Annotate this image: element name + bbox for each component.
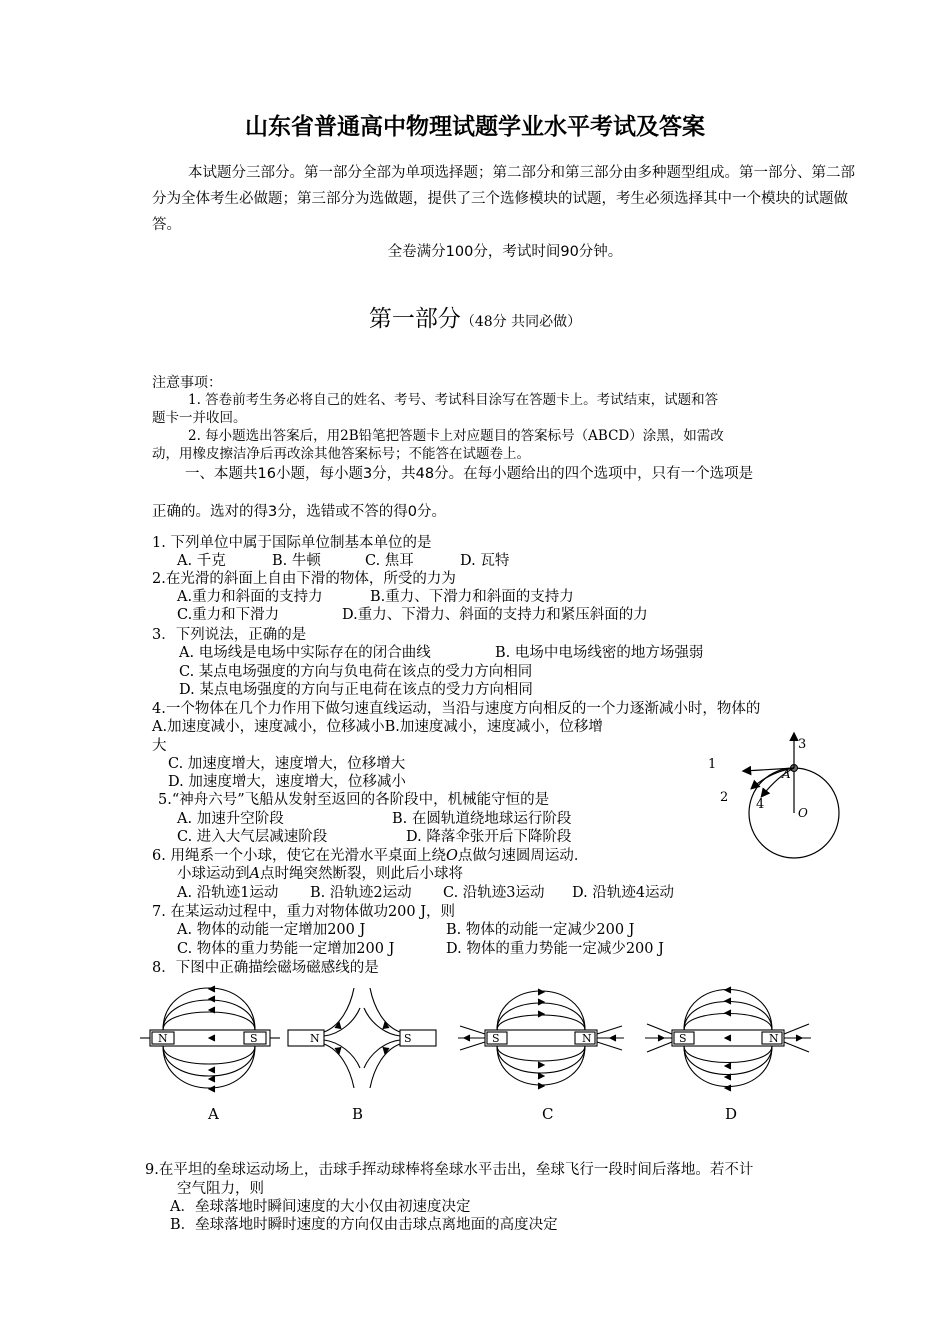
- q1-option-c: C. 焦耳: [365, 553, 414, 569]
- q2-option-c: C.重力和下滑力: [177, 607, 280, 623]
- q9-option-a: A．垒球落地时瞬间速度的大小仅由初速度决定: [170, 1199, 471, 1215]
- q1-stem: 1. 下列单位中属于国际单位制基本单位的是: [152, 535, 432, 551]
- q8-figure: [140, 978, 820, 1128]
- q4-option-ab-cont: 大: [152, 738, 167, 754]
- q5-option-d: D. 降落伞张开后下降阶段: [406, 829, 572, 845]
- section1-intro-b: 正确的。选对的得3分，选错或不答的得0分。: [152, 504, 446, 520]
- q6-stem-b: 点做匀速圆周运动．: [457, 848, 589, 864]
- intro-score-time: 全卷满分100分，考试时间90分钟。: [387, 244, 623, 260]
- q5-stem: 5.“神舟六号”飞船从发射至返回的各阶段中，机械能守恒的是: [158, 792, 550, 808]
- q5-option-b: B. 在圆轨道绕地球运行阶段: [392, 811, 572, 827]
- notice-item-1b: 题卡一并收回。: [152, 410, 247, 426]
- q2-stem: 2.在光滑的斜面上自由下滑的物体，所受的力为: [152, 571, 456, 587]
- q8-caption-d: D: [725, 1105, 738, 1123]
- part-subtitle: （48分 共同必做）: [460, 314, 582, 330]
- q6-option-b: B. 沿轨迹2运动: [310, 885, 412, 901]
- q8-b-n: N: [310, 1032, 320, 1045]
- q6-label-4: 4: [756, 797, 765, 812]
- q1-option-b: B. 牛顿: [272, 553, 321, 569]
- q6-stem-2: [177, 865, 463, 883]
- q4-stem: 4.一个物体在几个力作用下做匀速直线运动，当沿与速度方向相反的一个力逐渐减小时，物体的: [152, 701, 761, 717]
- notice-item-1a: 1. 答卷前考生务必将自己的姓名、考号、考试科目涂写在答题卡上。考试结束，试题和答: [188, 392, 719, 408]
- q8-stem: 8．下图中正确描绘磁场磁感线的是: [152, 960, 379, 976]
- q7-option-a: A. 物体的动能一定增加200 J: [177, 922, 366, 938]
- q9-stem: 9.在平坦的垒球运动场上，击球手挥动球棒将垒球水平击出，垒球飞行一段时间后落地。若不计: [145, 1162, 754, 1178]
- q7-option-c: C. 物体的重力势能一定增加200 J: [177, 941, 395, 957]
- q6-stem-a: 6. 用绳系一个小球，使它在光滑水平桌面上绕: [152, 848, 446, 864]
- q3-option-b: B. 电场中电场线密的地方场强弱: [495, 645, 704, 661]
- section1-intro-a: 一、本题共16小题，每小题3分，共48分。在每小题给出的四个选项中，只有一个选项是: [185, 466, 754, 482]
- q6-point-o: O: [445, 848, 458, 864]
- q3-option-a: A. 电场线是电场中实际存在的闭合曲线: [179, 645, 431, 661]
- q9-stem-2: 空气阻力，则: [177, 1181, 264, 1197]
- q8-caption-a: A: [208, 1105, 219, 1123]
- q2-option-b: B.重力、下滑力和斜面的支持力: [370, 589, 574, 605]
- q6-option-a: A. 沿轨迹1运动: [177, 885, 279, 901]
- q7-stem: 7. 在某运动过程中，重力对物体做功200 J，则: [152, 904, 456, 920]
- q4-option-ab: A.加速度减小，速度减小，位移减小B.加速度减小，速度减小，位移增: [152, 719, 603, 735]
- part-title: 第一部分: [368, 306, 461, 332]
- q6-label-o: O: [798, 806, 808, 820]
- q9-option-b: B．垒球落地时瞬时速度的方向仅由击球点离地面的高度决定: [170, 1217, 558, 1233]
- q8-b-s: S: [404, 1032, 412, 1045]
- q6-option-c: C. 沿轨迹3运动: [443, 885, 545, 901]
- q8-a-s: S: [250, 1032, 258, 1045]
- q8-d-s: S: [679, 1032, 687, 1045]
- q5-option-c: C. 进入大气层减速阶段: [177, 829, 328, 845]
- q6-stem2-b: 点时绳突然断裂，则此后小球将: [259, 866, 463, 882]
- q6-label-1: 1: [708, 757, 717, 772]
- q5-option-a: A. 加速升空阶段: [177, 811, 284, 827]
- q8-caption-c: C: [542, 1105, 554, 1123]
- q6-stem2-a: 小球运动到: [177, 866, 250, 882]
- q8-diagram-d: [645, 987, 811, 1091]
- q3-option-d: D. 某点电场强度的方向与正电荷在该点的受力方向相同: [179, 682, 533, 698]
- q4-option-c: C. 加速度增大，速度增大，位移增大: [168, 756, 406, 772]
- q8-d-n: N: [769, 1032, 779, 1045]
- q2-option-d: D.重力、下滑力、斜面的支持力和紧压斜面的力: [342, 607, 648, 623]
- part-heading: [0, 300, 950, 333]
- notice-label: 注意事项：: [152, 375, 222, 391]
- q8-diagram-c: [458, 989, 624, 1089]
- notice-item-2b: 动，用橡皮擦洁净后再改涂其他答案标号；不能答在试题卷上。: [152, 446, 530, 462]
- q6-option-d: D. 沿轨迹4运动: [572, 885, 675, 901]
- q3-option-c: C. 某点电场强度的方向与负电荷在该点的受力方向相同: [179, 664, 533, 680]
- q6-label-3: 3: [798, 737, 807, 752]
- notice-item-2a: 2. 每小题选出答案后，用2B铅笔把答题卡上对应题目的答案标号（ABCD）涂黑，如需改: [188, 428, 724, 444]
- q6-figure: [700, 728, 870, 860]
- page-title: 山东省普通高中物理试题学业水平考试及答案: [245, 114, 705, 140]
- q4-option-d: D. 加速度增大，速度增大，位移减小: [168, 774, 406, 790]
- q7-option-d: D. 物体的重力势能一定减少200 J: [446, 941, 664, 957]
- q2-option-a: A.重力和斜面的支持力: [177, 589, 323, 605]
- q7-option-b: B. 物体的动能一定减少200 J: [446, 922, 635, 938]
- intro-paragraph: 本试题分三部分。第一部分全部为单项选择题；第二部分和第三部分由多种题型组成。第一部分、第二部分为全体考生必做题；第三部分为选做题，提供了三个选修模块的试题，考生必须选择其中一个模块的试题做答。: [152, 165, 855, 233]
- q6-label-a: A: [782, 767, 791, 781]
- q6-point-a: A: [249, 866, 260, 882]
- q8-c-s: S: [492, 1032, 500, 1045]
- q1-option-a: A. 千克: [177, 553, 226, 569]
- q8-a-n: N: [158, 1032, 168, 1045]
- q8-c-n: N: [582, 1032, 592, 1045]
- q3-stem: 3．下列说法，正确的是: [152, 627, 307, 643]
- q1-option-d: D. 瓦特: [460, 553, 510, 569]
- q6-label-2: 2: [720, 790, 729, 805]
- q8-caption-b: B: [352, 1105, 364, 1123]
- q6-stem: [152, 847, 588, 865]
